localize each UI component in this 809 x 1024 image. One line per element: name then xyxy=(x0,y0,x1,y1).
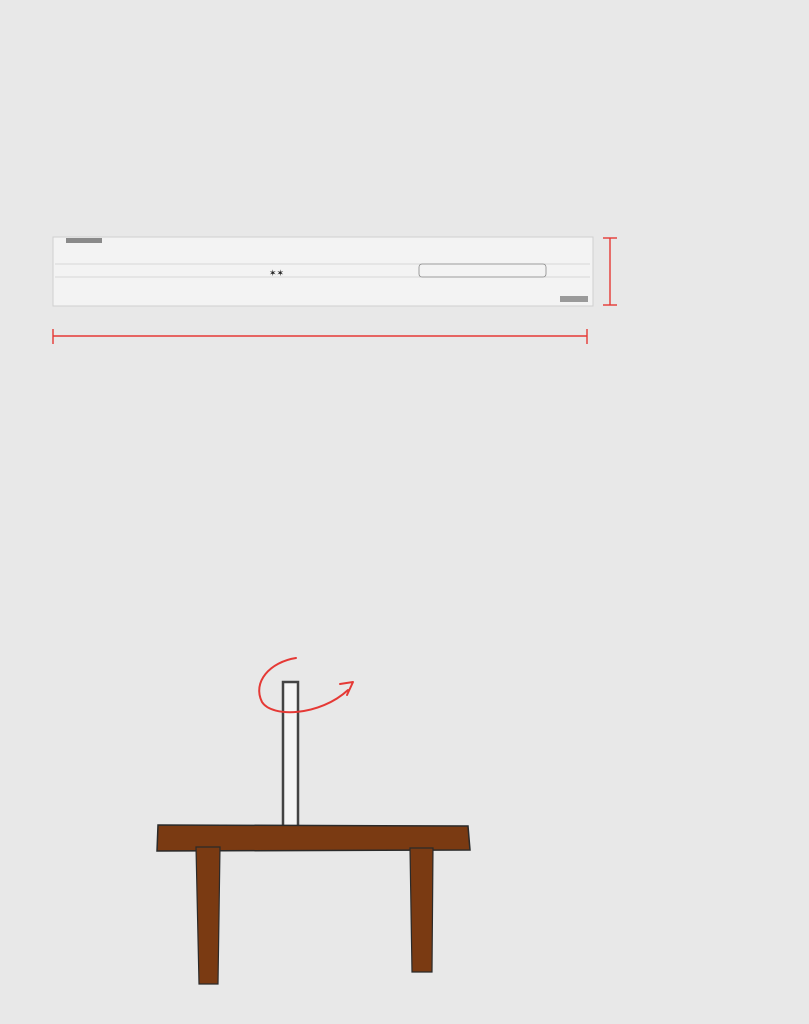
desk xyxy=(157,825,470,984)
height-bracket xyxy=(603,238,617,305)
ruler-image xyxy=(53,237,593,306)
rotation-arrowhead-icon xyxy=(340,682,353,695)
svg-text:✶✶: ✶✶ xyxy=(269,268,285,278)
standing-ruler xyxy=(283,682,298,828)
width-dimension-line xyxy=(53,329,587,344)
rotation-arrow xyxy=(259,658,348,712)
brand-logo xyxy=(269,268,284,278)
